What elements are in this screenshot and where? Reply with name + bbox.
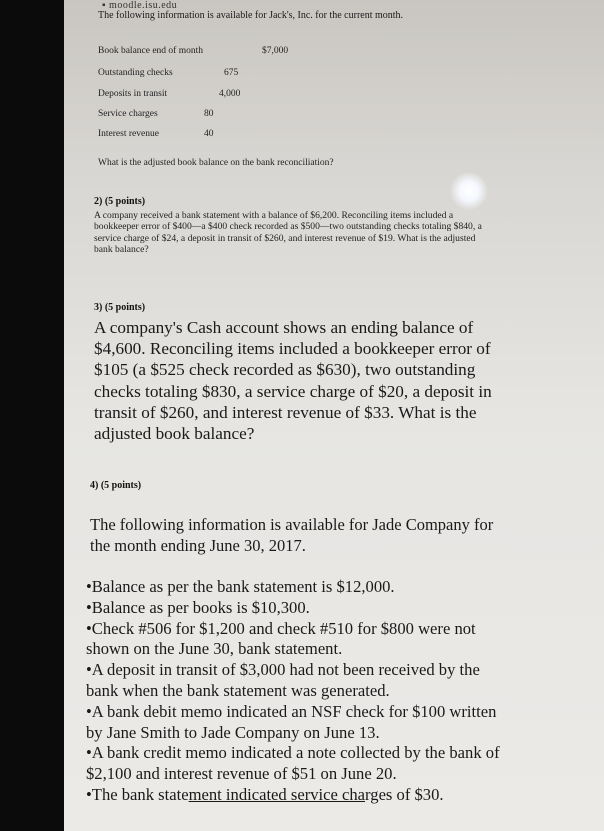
q4-bullet: •Balance as per books is $10,300. <box>86 597 310 617</box>
q4-underlined-text: ment indicated service cha <box>188 784 366 804</box>
q4-heading: 4) (5 points) <box>90 480 142 491</box>
table-row-label: Interest revenue <box>98 129 159 139</box>
q4-bullet: •Check #506 for $1,200 and check #510 for $800 were not shown on the June 30, bank statement. <box>86 618 476 659</box>
table-row-label: Outstanding checks <box>98 68 173 78</box>
table-row-value: 40 <box>204 129 214 139</box>
q4-bullet: •A bank debit memo indicated an NSF check for $100 written by Jane Smith to Jade Company on June 13. <box>86 701 497 742</box>
q4-bullet-suffix: rges of $30. <box>365 784 444 804</box>
table-row-label: Book balance end of month <box>98 46 204 56</box>
q4-bullet-list <box>86 577 516 806</box>
q4-bullet: •A deposit in transit of $3,000 had not been received by the bank when the bank statement was generated. <box>86 660 480 700</box>
q1-question: What is the adjusted book balance on the bank reconciliation? <box>98 158 334 168</box>
question-sheet <box>64 0 604 831</box>
q4-bullet-prefix: •The bank state <box>86 784 189 804</box>
q3-heading: 3) (5 points) <box>94 302 146 313</box>
table-row-value: 4,000 <box>219 89 241 99</box>
camera-glare <box>450 172 488 210</box>
table-row-value: 80 <box>204 109 214 119</box>
site-url-fragment: ▪ moodle.isu.edu <box>102 0 178 11</box>
q4-bullet: •Balance as per the bank statement is $12,000. <box>86 577 395 596</box>
q1-intro: The following information is available for Jack's, Inc. for the current month. <box>98 10 404 21</box>
q2-heading: 2) (5 points) <box>94 196 146 207</box>
table-row-label: Deposits in transit <box>98 89 168 99</box>
q4-bullet-last <box>86 785 516 806</box>
q2-body: A company received a bank statement with a balance of $6,200. Reconciling items included a bookkeeper error of $400—a $400 check recorded as $500—two outstanding checks totaling $840, a service charge of $24, a deposit in transit of $260, and interest revenue of $19. What is the adjusted bank balance? <box>94 210 482 256</box>
table-row-value: 675 <box>224 68 239 78</box>
q4-intro: The following information is available for Jade Company for the month ending June 30, 2017. <box>90 515 494 555</box>
q4-bullet: •A bank credit memo indicated a note collected by the bank of $2,100 and interest revenue of $51 on June 20. <box>86 743 500 784</box>
q3-body: A company's Cash account shows an ending balance of $4,600. Reconciling items included a bookkeeper error of $105 (a $525 check recorded as $630), two outstanding checks totaling $830, a service charge of $20, a deposit in transit of $260, and interest revenue of $33. What is the adjusted book balance? <box>94 318 492 444</box>
table-row-value: $7,000 <box>262 46 289 56</box>
table-row-label: Service charges <box>98 109 158 119</box>
